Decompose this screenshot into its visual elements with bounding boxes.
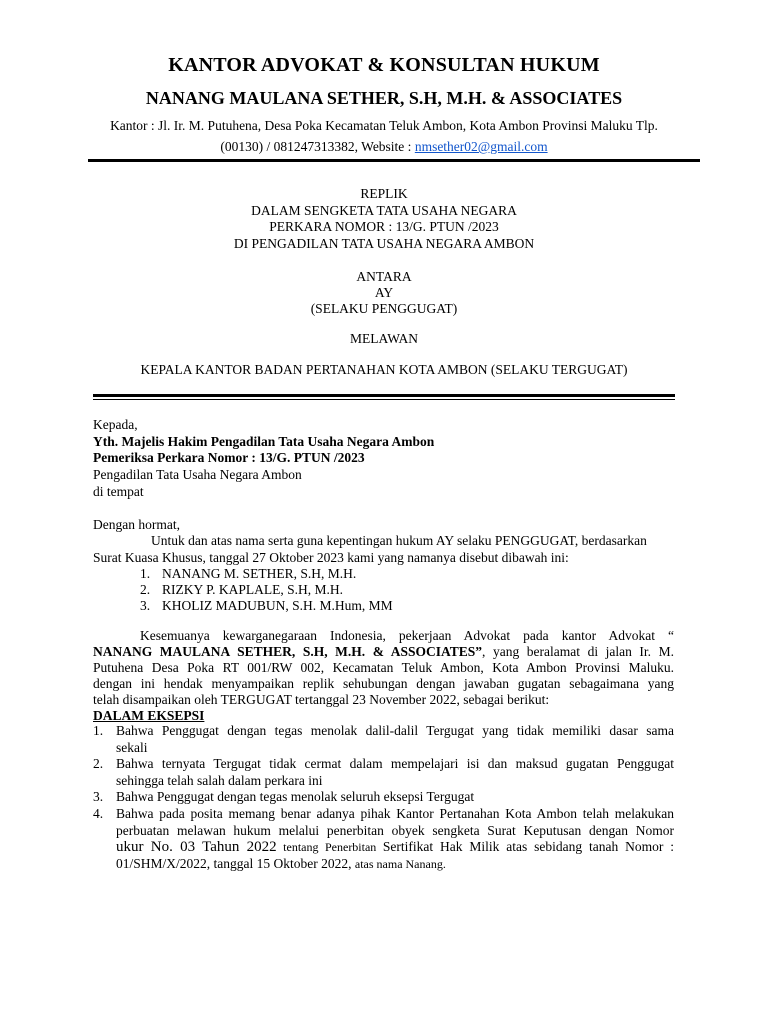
doc-type: REPLIK [360, 186, 408, 201]
para2-line2: NANANG MAULANA SETHER, S.H, M.H. & ASSOCIATES”, yang beralamat di jalan Ir. M. [93, 644, 674, 659]
para2-line4: dengan ini hendak menyampaikan replik sehubungan dengan jawaban gugatan sebagaimana yang [93, 676, 674, 691]
list-item: 2. Bahwa ternyata Tergugat tidak cermat dalam mempelajari isi dan maksud gugatan Penggugat sehingga telah salah dalam perkara ini [93, 756, 674, 788]
list-item: 1. Bahwa Penggugat dengan tegas menolak dalil-dalil Tergugat yang tidak memiliki dasar sama sekali [93, 723, 674, 755]
kepada: Kepada, [93, 417, 138, 432]
website-link[interactable]: nmsether02@gmail.com [414, 139, 548, 154]
defendant: KEPALA KANTOR BADAN PERTANAHAN KOTA AMBON (SELAKU TERGUGAT) [140, 362, 628, 377]
antara-label: ANTARA [356, 269, 412, 284]
greeting: Dengan hormat, [93, 517, 180, 532]
para2-line5: telah disampaikan oleh TERGUGAT tertanggal 23 November 2022, sebagai berikut: [93, 692, 550, 707]
addressee-judges: Yth. Majelis Hakim Pengadilan Tata Usaha Negara Ambon [93, 434, 435, 449]
para2-line3: Putuhena Desa Poka RT 001/RW 002, Kecamatan Teluk Ambon, Kota Ambon Provinsi Maluku. [93, 660, 674, 675]
title-divider [93, 394, 675, 400]
firm-contact [0, 139, 768, 155]
contact-phone: (00130) / 081247313382, Website : [220, 139, 415, 154]
intro-line2: Surat Kuasa Khusus, tanggal 27 Oktober 2023 kami yang namanya disebut dibawah ini: [93, 550, 569, 565]
plaintiff-role: (SELAKU PENGGUGAT) [310, 301, 458, 316]
addressee-court: Pengadilan Tata Usaha Negara Ambon [93, 467, 302, 482]
list-item: 1. NANANG M. SETHER, S.H, M.H. [140, 566, 357, 581]
list-item: 4. Bahwa pada posita memang benar adanya pihak Kantor Pertanahan Kota Ambon telah melakukan perbuatan melawan hukum melalui penerbitan obyek sengketa Surat Keputusan dengan Nomor ukur No. 03 Tahun 2022 tentang Penerbitan Sertifikat Hak Milik atas sebidang tanah Nomor : 01/SHM/X/2022, tanggal 15 Oktober 2022, atas nama Nanang. [93, 806, 674, 871]
list-item: 3. KHOLIZ MADUBUN, S.H. M.Hum, MM [140, 598, 393, 613]
firm-partner: NANANG MAULANA SETHER, S.H, M.H. & ASSOCIATES [145, 88, 623, 108]
addressee-case: Pemeriksa Perkara Nomor : 13/G. PTUN /2023 [93, 450, 365, 465]
para2-line1: Kesemuanya kewarganegaraan Indonesia, pekerjaan Advokat pada kantor Advokat “ [140, 628, 674, 643]
section-heading: DALAM EKSEPSI [93, 708, 205, 723]
plaintiff-name: AY [374, 285, 394, 300]
addressee-place: di tempat [93, 484, 144, 499]
list-item: 3. Bahwa Penggugat dengan tegas menolak seluruh eksepsi Tergugat [93, 789, 475, 804]
lawyer-list [140, 566, 540, 614]
melawan-label: MELAWAN [350, 331, 418, 346]
case-number: PERKARA NOMOR : 13/G. PTUN /2023 [269, 219, 499, 234]
court-name: DI PENGADILAN TATA USAHA NEGARA AMBON [233, 236, 535, 251]
list-item: 2. RIZKY P. KAPLALE, S.H, M.H. [140, 582, 344, 597]
firm-title: KANTOR ADVOKAT & KONSULTAN HUKUM [168, 54, 600, 76]
letterhead-rule [88, 159, 700, 162]
doc-subtitle: DALAM SENGKETA TATA USAHA NEGARA [251, 203, 517, 218]
firm-address: Kantor : Jl. Ir. M. Putuhena, Desa Poka Kecamatan Teluk Ambon, Kota Ambon Provinsi Maluku Tlp. [110, 118, 658, 133]
intro-line1: Untuk dan atas nama serta guna kepentingan hukum AY selaku PENGGUGAT, berdasarkan [151, 533, 647, 548]
